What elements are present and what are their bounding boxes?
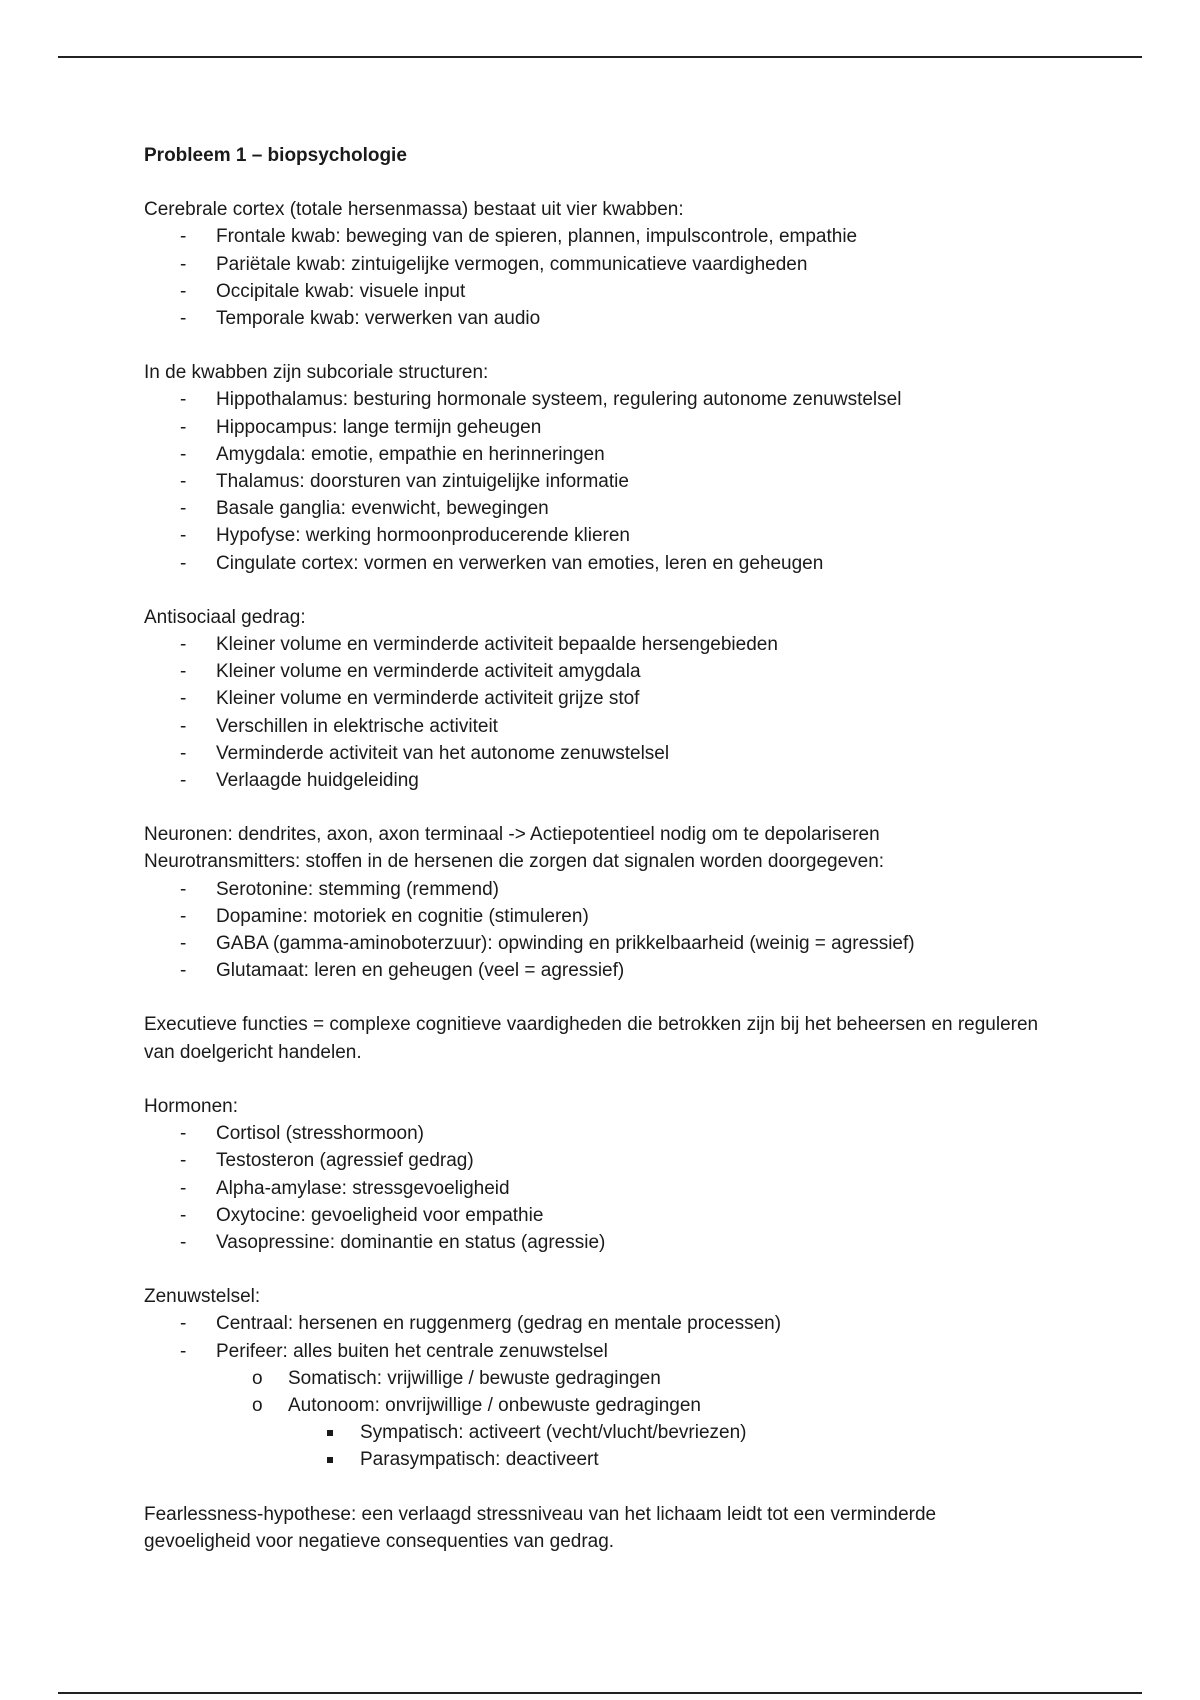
section-nervous-system — [144, 1283, 1044, 1473]
dash-marker: - — [180, 688, 187, 710]
list-item: - Frontale kwab: beweging van de spieren, plannen, impulscontrole, empathie — [144, 223, 1044, 250]
bullet-list — [144, 876, 1044, 985]
dash-marker: - — [180, 498, 187, 520]
dash-marker: - — [180, 933, 187, 955]
list-item: - Basale ganglia: evenwicht, bewegingen — [144, 495, 1044, 522]
list-item: - Hippocampus: lange termijn geheugen — [144, 414, 1044, 441]
sub-list-item: o Autonoom: onvrijwillige / onbewuste gedragingen Sympatisch: activeert (vecht/vlucht/bevriezen) Parasympatisch: deactiveert — [216, 1392, 1044, 1474]
list-item: - Glutamaat: leren en geheugen (veel = agressief) — [144, 957, 1044, 984]
dash-marker: - — [180, 525, 187, 547]
dash-marker: - — [180, 1231, 187, 1253]
dash-marker: - — [180, 878, 187, 900]
list-item: - Verminderde activiteit van het autonome zenuwstelsel — [144, 740, 1044, 767]
section-cortex — [144, 196, 1044, 332]
dash-marker: - — [180, 661, 187, 683]
dash-marker: - — [180, 905, 187, 927]
dash-marker: - — [180, 552, 187, 574]
dash-marker: - — [180, 742, 187, 764]
list-item: - Amygdala: emotie, empathie en herinneringen — [144, 441, 1044, 468]
bullet-list — [144, 631, 1044, 794]
section-neurons — [144, 821, 1044, 984]
dash-marker: - — [180, 389, 187, 411]
section-intro: In de kwabben zijn subcoriale structuren: — [144, 362, 489, 384]
list-item: - Kleiner volume en verminderde activiteit grijze stof — [144, 685, 1044, 712]
list-item: - Pariëtale kwab: zintuigelijke vermogen, communicatieve vaardigheden — [144, 251, 1044, 278]
section-hormones — [144, 1093, 1044, 1256]
dash-marker: - — [180, 1340, 187, 1362]
list-item: - Centraal: hersenen en ruggenmerg (gedrag en mentale processen) — [144, 1310, 1044, 1337]
section-intro: Antisociaal gedrag: — [144, 606, 306, 628]
list-item: - Verschillen in elektrische activiteit — [144, 713, 1044, 740]
list-item: - Vasopressine: dominantie en status (agressie) — [144, 1229, 1044, 1256]
dash-marker: - — [180, 1177, 187, 1199]
list-item: - Dopamine: motoriek en cognitie (stimuleren) — [144, 903, 1044, 930]
section-intro: Neurotransmitters: stoffen in de hersenen die zorgen dat signalen worden doorgegeven: — [144, 851, 885, 873]
list-item: - Kleiner volume en verminderde activiteit amygdala — [144, 658, 1044, 685]
list-item: - GABA (gamma-aminoboterzuur): opwinding en prikkelbaarheid (weinig = agressief) — [144, 930, 1044, 957]
dash-marker: - — [180, 443, 187, 465]
dash-marker: - — [180, 770, 187, 792]
list-item: - Temporale kwab: verwerken van audio — [144, 305, 1044, 332]
list-item: - Perifeer: alles buiten het centrale zenuwstelsel o Somatisch: vrijwillige / bewuste gedragingen o Autonoom: onvrijwillige / onbewuste gedragingen Sympatisch: activeert (vecht/vlucht/bevriezen) Parasympatisch: deactiveert — [144, 1338, 1044, 1474]
list-item: - Testosteron (agressief gedrag) — [144, 1147, 1044, 1174]
dash-marker: - — [180, 634, 187, 656]
document-body — [144, 142, 1044, 1582]
dash-marker: - — [180, 308, 187, 330]
dash-marker: - — [180, 715, 187, 737]
dash-marker: - — [180, 1150, 187, 1172]
dash-marker: - — [180, 1123, 187, 1145]
square-bullet-icon — [327, 1430, 333, 1436]
section-subcortical — [144, 359, 1044, 577]
section-executive — [144, 1011, 1044, 1065]
dash-marker: - — [180, 280, 187, 302]
list-item: - Kleiner volume en verminderde activiteit bepaalde hersengebieden — [144, 631, 1044, 658]
list-item: - Oxytocine: gevoeligheid voor empathie — [144, 1202, 1044, 1229]
dash-marker: - — [180, 253, 187, 275]
sub-sub-list-item: Sympatisch: activeert (vecht/vlucht/bevriezen) — [288, 1419, 1044, 1446]
dash-marker: - — [180, 471, 187, 493]
section-intro: Hormonen: — [144, 1095, 238, 1117]
list-item: - Serotonine: stemming (remmend) — [144, 876, 1044, 903]
document-title: Probleem 1 – biopsychologie — [144, 145, 407, 166]
list-item: - Thalamus: doorsturen van zintuigelijke informatie — [144, 468, 1044, 495]
section-antisocial — [144, 604, 1044, 794]
list-item: - Hippothalamus: besturing hormonale systeem, regulering autonome zenuwstelsel — [144, 386, 1044, 413]
list-item: - Hypofyse: werking hormoonproducerende klieren — [144, 522, 1044, 549]
list-item: - Cingulate cortex: vormen en verwerken van emoties, leren en geheugen — [144, 550, 1044, 577]
footer-rule — [58, 1692, 1142, 1694]
bullet-list — [144, 1310, 1044, 1473]
sub-sub-list — [288, 1419, 1044, 1473]
bullet-list — [144, 386, 1044, 576]
sub-sub-list-item: Parasympatisch: deactiveert — [288, 1446, 1044, 1473]
dash-marker: - — [180, 1313, 187, 1335]
fearlessness-paragraph: Fearlessness-hypothese: een verlaagd stressniveau van het lichaam leidt tot een verminderde gevoeligheid voor negatieve consequenties van gedrag. — [144, 1503, 937, 1552]
list-item: - Occipitale kwab: visuele input — [144, 278, 1044, 305]
section-intro: Zenuwstelsel: — [144, 1286, 261, 1308]
sub-list-item: o Somatisch: vrijwillige / bewuste gedragingen — [216, 1365, 1044, 1392]
list-item: - Alpha-amylase: stressgevoeligheid — [144, 1175, 1044, 1202]
square-bullet-icon — [327, 1457, 333, 1463]
section-fearlessness — [144, 1501, 1044, 1555]
circle-marker: o — [252, 1394, 263, 1416]
executive-paragraph: Executieve functies = complexe cognitieve vaardigheden die betrokken zijn bij het beheersen en reguleren van doelgericht handelen. — [144, 1014, 1039, 1063]
section-intro: Cerebrale cortex (totale hersenmassa) bestaat uit vier kwabben: — [144, 199, 684, 221]
dash-marker: - — [180, 1204, 187, 1226]
dash-marker: - — [180, 416, 187, 438]
dash-marker: - — [180, 960, 187, 982]
neurons-line: Neuronen: dendrites, axon, axon terminaal -> Actiepotentieel nodig om te depolariseren — [144, 824, 880, 846]
list-item: - Verlaagde huidgeleiding — [144, 767, 1044, 794]
circle-marker: o — [252, 1367, 263, 1389]
header-rule — [58, 56, 1142, 58]
bullet-list — [144, 1120, 1044, 1256]
dash-marker: - — [180, 226, 187, 248]
sub-list — [216, 1365, 1044, 1474]
bullet-list — [144, 223, 1044, 332]
list-item: - Cortisol (stresshormoon) — [144, 1120, 1044, 1147]
